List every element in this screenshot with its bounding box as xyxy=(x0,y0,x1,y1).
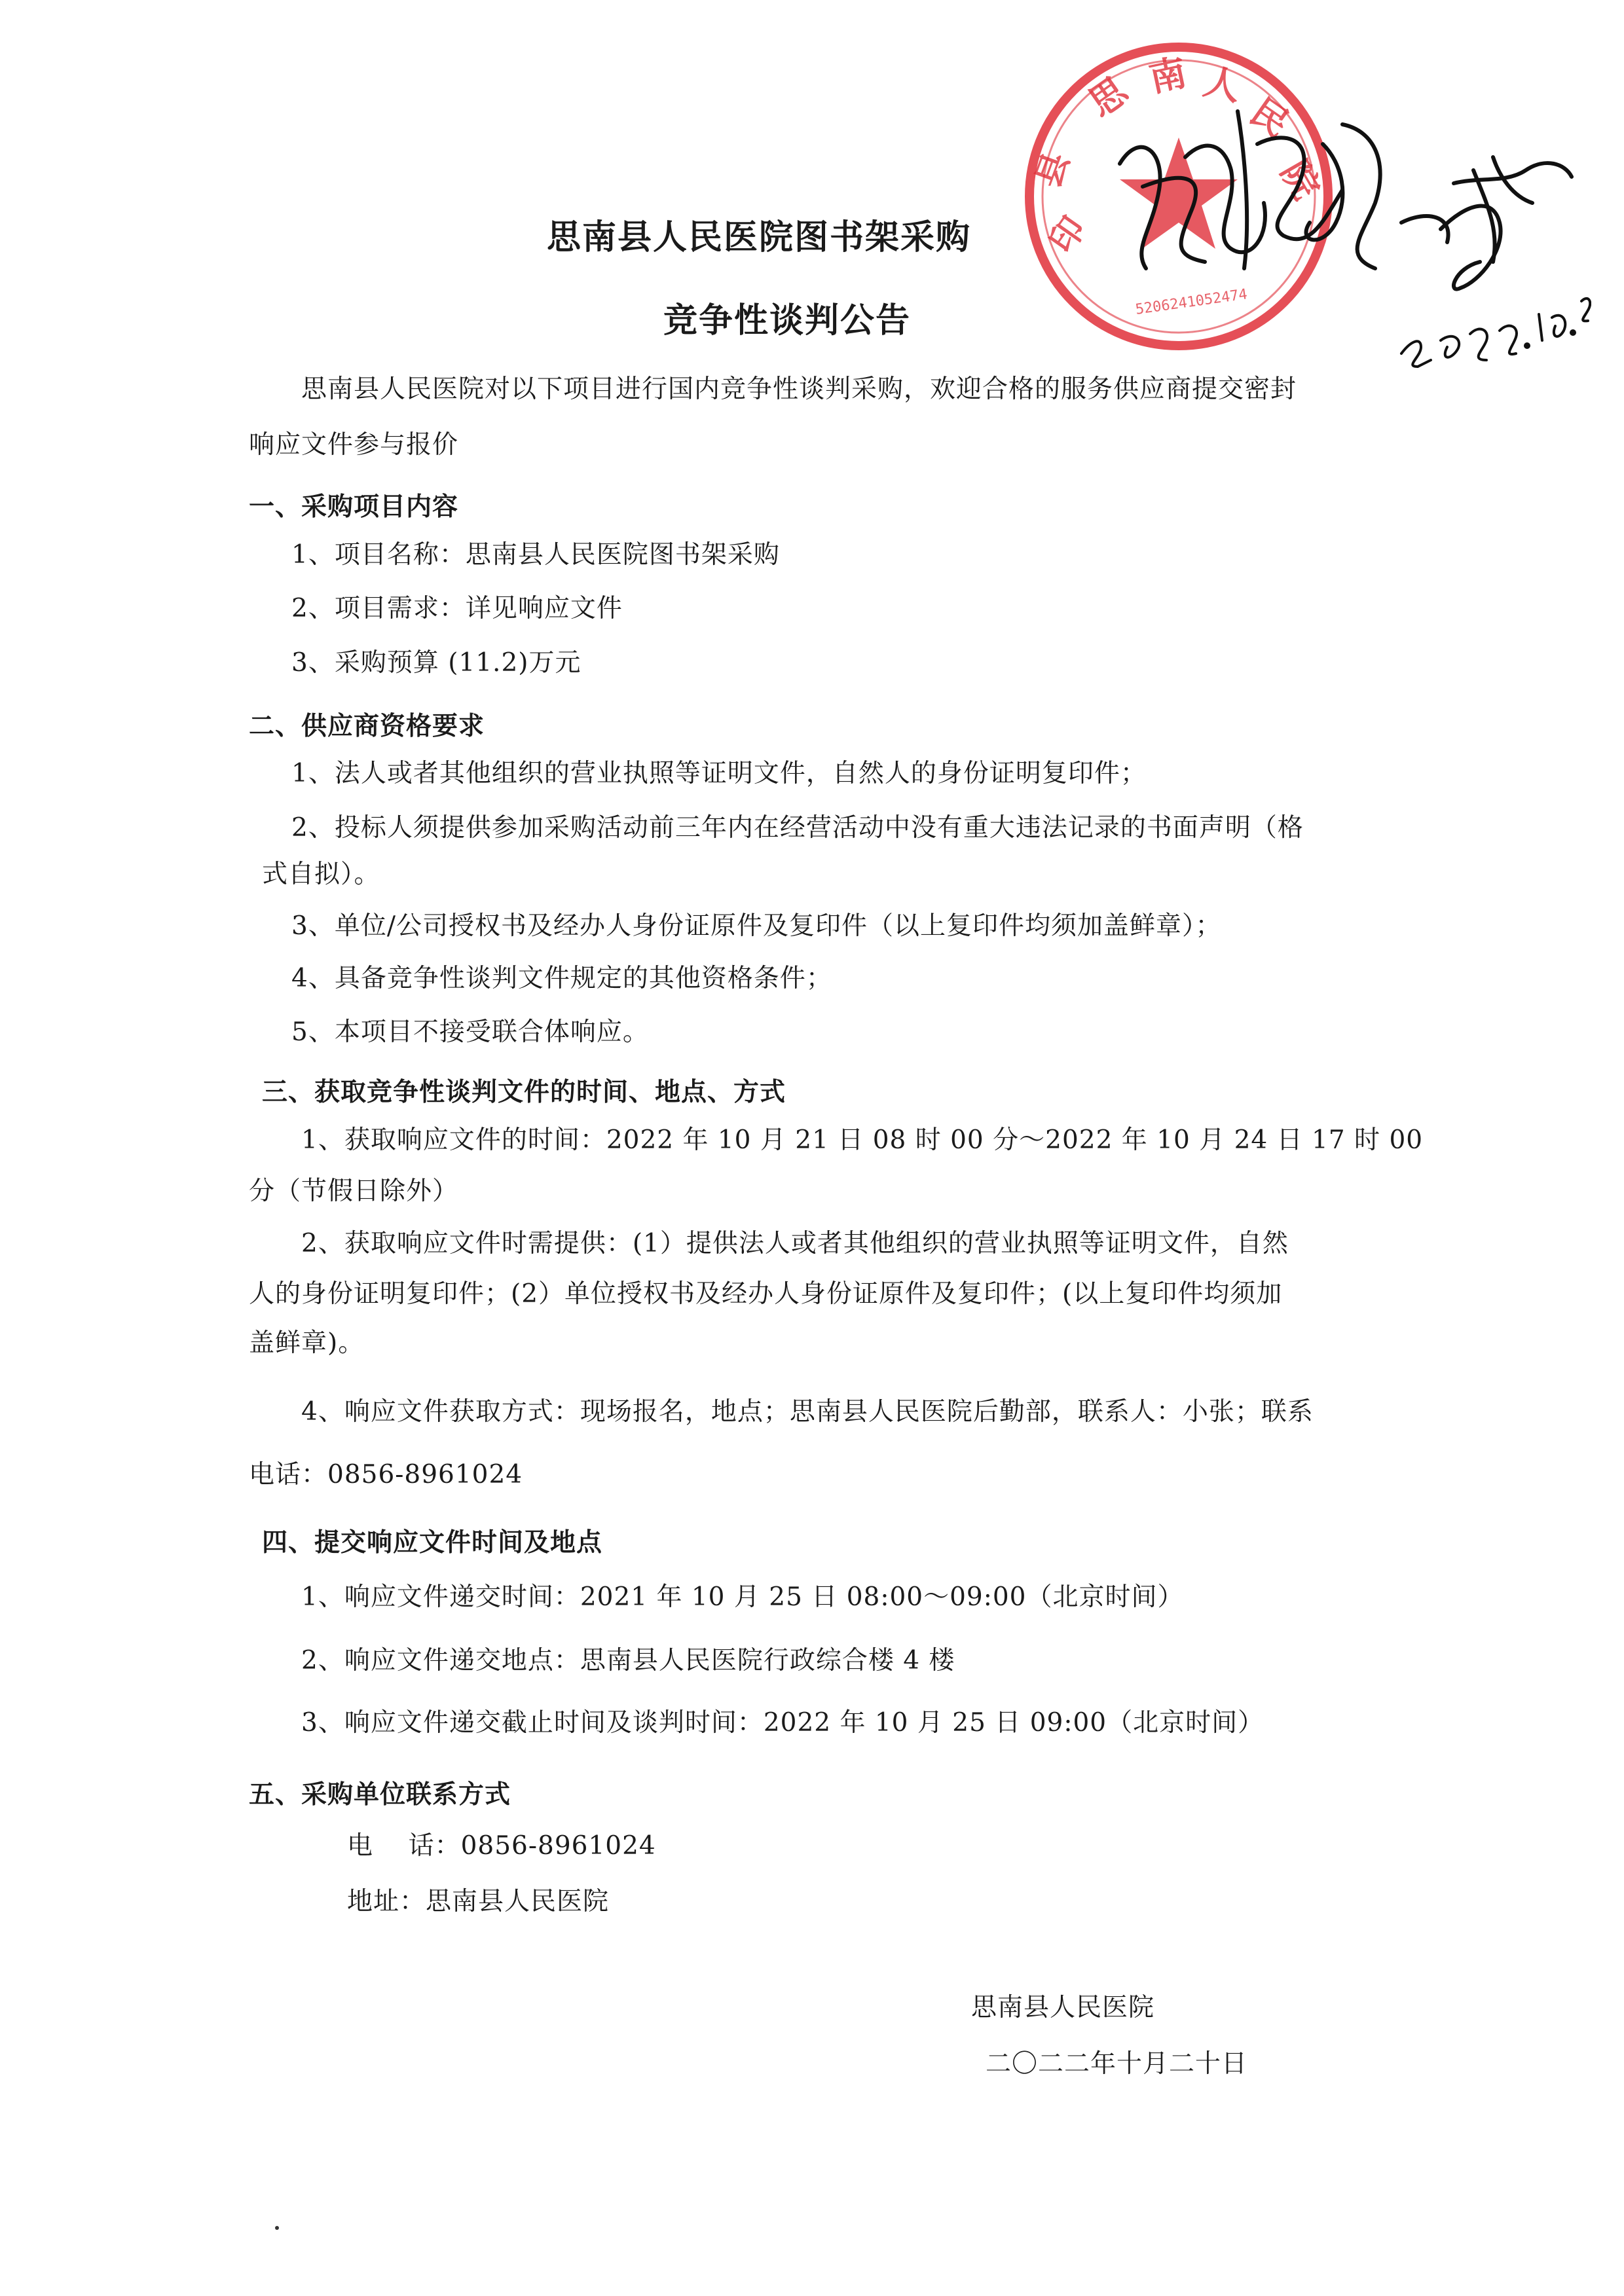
list-item: 1、法人或者其他组织的营业执照等证明文件，自然人的身份证明复印件； xyxy=(291,759,1147,788)
list-item: 2、响应文件递交地点：思南县人民医院行政综合楼 4 楼 xyxy=(301,1646,955,1675)
list-item: 1、获取响应文件的时间：2022 年 10 月 21 日 08 时 00 分～2022 年 10 月 24 日 17 时 00 xyxy=(301,1125,1424,1155)
signature-organization: 思南县人民医院 xyxy=(971,1993,1155,2022)
list-item: 2、投标人须提供参加采购活动前三年内在经营活动中没有重大违法记录的书面声明（格 xyxy=(291,813,1304,843)
list-item-continuation: 式自拟）。 xyxy=(262,860,380,889)
list-item: 3、单位/公司授权书及经办人身份证原件及复印件（以上复印件均须加盖鲜章）； xyxy=(291,911,1222,941)
list-item: 4、具备竞争性谈判文件规定的其他资格条件； xyxy=(291,964,832,993)
svg-text:人: 人 xyxy=(1200,60,1245,110)
section-heading-contact: 五、采购单位联系方式 xyxy=(249,1780,511,1810)
signature-date: 二〇二二年十月二十日 xyxy=(986,2049,1248,2079)
list-item-continuation: 分（节假日除外） xyxy=(249,1176,459,1206)
svg-text:民: 民 xyxy=(1242,90,1297,147)
section-heading-supplier-qualifications: 二、供应商资格要求 xyxy=(249,712,485,741)
svg-text:5206241052474: 5206241052474 xyxy=(1134,286,1249,318)
handwritten-date xyxy=(1408,314,1412,315)
list-item-continuation: 电话：0856-8961024 xyxy=(249,1460,523,1489)
section-heading-procurement-content: 一、采购项目内容 xyxy=(249,492,459,522)
svg-text:院: 院 xyxy=(1272,153,1328,207)
intro-paragraph-line1: 思南县人民医院对以下项目进行国内竞争性谈判采购，欢迎合格的服务供应商提交密封 xyxy=(301,374,1297,404)
contact-phone: 电 话：0856-8961024 xyxy=(347,1831,656,1861)
list-item: 5、本项目不接受联合体响应。 xyxy=(291,1017,649,1047)
list-item: 4、响应文件获取方式：现场报名，地点；思南县人民医院后勤部，联系人：小张；联系 xyxy=(301,1397,1314,1427)
list-item: 2、项目需求：详见响应文件 xyxy=(291,594,623,623)
list-item: 3、采购预算 (11.2)万元 xyxy=(291,648,581,678)
svg-text:印: 印 xyxy=(1042,210,1094,261)
handwritten-signature xyxy=(1035,72,1591,373)
scan-speck xyxy=(275,2226,279,2230)
list-item: 1、项目名称：思南县人民医院图书架采购 xyxy=(291,540,780,570)
page-title-line1: 思南县人民医院图书架采购 xyxy=(547,218,972,257)
list-item: 1、响应文件递交时间：2021 年 10 月 25 日 08:00～09:00（北京时间） xyxy=(301,1582,1184,1612)
list-item-continuation: 盖鲜章)。 xyxy=(249,1328,365,1358)
list-item-continuation: 人的身份证明复印件；(2）单位授权书及经办人身份证原件及复印件；(以上复印件均须加 xyxy=(249,1279,1283,1309)
svg-text:思: 思 xyxy=(1080,69,1135,126)
list-item: 3、响应文件递交截止时间及谈判时间：2022 年 10 月 25 日 09:00（北京时间） xyxy=(301,1708,1264,1738)
section-heading-obtain-documents: 三、获取竞争性谈判文件的时间、地点、方式 xyxy=(262,1078,786,1107)
intro-paragraph-line2: 响应文件参与报价 xyxy=(249,430,459,460)
list-item: 2、获取响应文件时需提供：(1）提供法人或者其他组织的营业执照等证明文件，自然 xyxy=(301,1229,1289,1258)
page-title-line2: 竞争性谈判公告 xyxy=(663,301,912,340)
contact-address: 地址：思南县人民医院 xyxy=(347,1887,610,1916)
svg-text:县: 县 xyxy=(1028,147,1078,193)
svg-text:南: 南 xyxy=(1145,51,1190,101)
section-heading-submission: 四、提交响应文件时间及地点 xyxy=(262,1528,603,1558)
